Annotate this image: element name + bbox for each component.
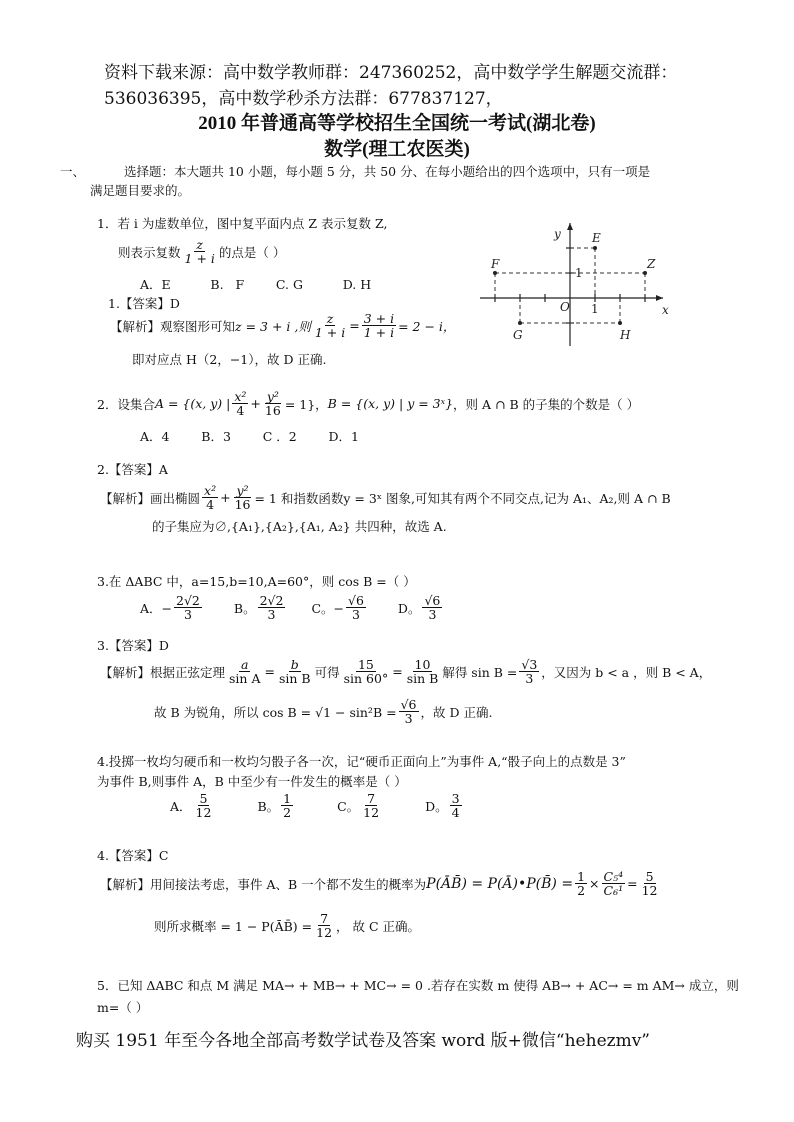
- q4-explanation: [100, 870, 662, 897]
- q2-f2-den: 16: [264, 403, 281, 419]
- q4-stem-1: 4.投掷一枚均匀硬币和一枚均匀骰子各一次，记“硬币正面向上”为事件 A,“骰子向上的点数是 3”: [97, 754, 626, 769]
- point-E: [593, 246, 597, 250]
- q3-f3-den: sin 60°: [343, 671, 389, 687]
- q3-opt-d-frac: [422, 594, 442, 621]
- q4-opt-c-frac: [361, 792, 381, 819]
- q1-explanation: [110, 312, 455, 339]
- q3-f6-num: √6: [400, 697, 417, 712]
- q3-f1: [227, 658, 262, 685]
- q3-exp-d: ，又因为 b < a ，则 B < A，: [541, 664, 712, 680]
- q1-exp-frac1: [313, 312, 347, 339]
- section-number: 一、: [60, 164, 86, 179]
- q2-ef1-num: x²: [204, 483, 217, 498]
- q3-c-num: √6: [348, 593, 364, 608]
- q3-answer: 3.【答案】D: [97, 638, 169, 653]
- q4-c-den: 12: [363, 805, 380, 821]
- q1-stem-2b: 的点是（ ）: [218, 244, 286, 260]
- q4-f2-num: C₅⁴: [603, 869, 624, 884]
- q4-b-den: 2: [283, 805, 292, 821]
- q3-a-den: 3: [183, 607, 192, 623]
- q1-stem-2a: 则表示复数: [118, 244, 181, 260]
- q4-exp2-a: 则所求概率 = 1 − P(ĀB̄) =: [154, 918, 313, 934]
- q4-f4: [314, 912, 334, 939]
- q2-exp-frac-x: [202, 484, 218, 511]
- q3-opt-c-frac: [346, 594, 366, 621]
- q2-set-a-end: = 1}，: [284, 396, 328, 412]
- q1-exp-frac2: [362, 312, 396, 339]
- q4-f1-den: 2: [577, 883, 586, 899]
- q1-answer: 1.【答案】D: [108, 296, 180, 311]
- q2-exp-plus: +: [220, 490, 231, 506]
- q2-ef1-den: 4: [206, 497, 215, 513]
- q4-opt-b-frac: [281, 792, 293, 819]
- q3-opt-c: C。−: [311, 600, 344, 616]
- q2-answer: 2.【答案】A: [97, 462, 168, 477]
- q2-exp-a: 【解析】画出椭圆: [100, 490, 201, 506]
- q2-set-b: B = {(x, y) | y = 3ˣ}: [327, 396, 454, 412]
- q2-frac-y: [263, 390, 283, 417]
- source-line-2: 536036395，高中数学秒杀方法群：677837127，: [104, 89, 503, 109]
- section-instructions-2: 满足题目要求的。: [90, 183, 191, 198]
- q3-exp-b: 可得: [314, 664, 340, 680]
- q3-f4-den: sin B: [406, 671, 439, 687]
- footer-ad: 购买 1951 年至今各地全部高考数学试卷及答案 word 版+微信“hehezmv”: [76, 1031, 650, 1051]
- complex-plane-figure: [478, 218, 680, 348]
- q4-b-num: 1: [283, 791, 292, 806]
- q2-ef2-den: 16: [234, 497, 251, 513]
- q3-f1-num: a: [241, 657, 249, 672]
- q1-exp-f1-num: z: [326, 311, 334, 326]
- q3-explanation: [100, 658, 711, 685]
- q4-f1: [575, 870, 587, 897]
- q1-exp-b: z = 3 + i ,则: [235, 318, 311, 334]
- q1-exp-f2-num: 3 + i: [363, 311, 395, 326]
- q3-b-den: 3: [267, 607, 276, 623]
- q4-eq: =: [627, 876, 638, 892]
- q3-opt-b-frac: [258, 594, 286, 621]
- q1-exp-a: 【解析】观察图形可知: [110, 318, 236, 334]
- q2-plus: +: [250, 396, 261, 412]
- q3-opt-b: B。: [233, 600, 256, 616]
- label-Z: Z: [647, 257, 656, 271]
- q2-exp-c: y = 3ˣ 图象,可知其有两个不同交点,记为 A₁、A₂,则 A ∩ B: [343, 490, 671, 506]
- y-axis-label: y: [554, 227, 561, 241]
- q3-f3-num: 15: [357, 657, 374, 672]
- q2-explanation-2: 的子集应为∅,{A₁},{A₂},{A₁, A₂} 共四种，故选 A.: [152, 519, 447, 534]
- q4-c-num: 7: [367, 791, 376, 806]
- q3-opt-a: A．−: [140, 600, 173, 616]
- point-G: [518, 321, 522, 325]
- q4-options: [170, 792, 464, 819]
- point-Z: [643, 271, 647, 275]
- q3-a-num: 2√2: [176, 593, 200, 608]
- q3-f2: [277, 658, 313, 685]
- q3-b-num: 2√2: [259, 593, 284, 608]
- x-axis-arrow: [656, 295, 663, 301]
- q3-exp2-a: 故 B 为锐角，所以 cos B = √1 − sin²B =: [154, 704, 397, 720]
- q4-exp-a: 【解析】用间接法考虑，事件 A、B 一个都不发生的概率为: [100, 876, 427, 892]
- q3-f5: [519, 658, 539, 685]
- label-E: E: [592, 231, 601, 245]
- q4-f3-num: 5: [645, 869, 654, 884]
- q2-stem: [97, 390, 639, 417]
- section-instructions-1: 选择题：本大题共 10 小题，每小题 5 分，共 50 分、在每小题给出的四个选项中，只有一项是: [124, 164, 651, 179]
- q1-options: A．E B. F C. G D. H: [140, 277, 372, 292]
- q4-f4-den: 12: [316, 925, 333, 941]
- q3-f6: [399, 698, 419, 725]
- label-F: F: [491, 257, 500, 271]
- q3-f5-num: √3: [521, 657, 538, 672]
- tick-one-x: 1: [591, 302, 599, 316]
- source-line-1: 资料下载来源：高中数学教师群：247360252，高中数学学生解题交流群：: [104, 63, 678, 83]
- q3-f2-den: sin B: [278, 671, 311, 687]
- q1-stem-1: 1．若 i 为虚数单位，图中复平面内点 Z 表示复数 Z,: [97, 216, 388, 231]
- q3-f3: [342, 658, 391, 685]
- y-axis-arrow: [567, 223, 573, 230]
- q4-f3: [640, 870, 660, 897]
- q2-explanation: [100, 484, 671, 511]
- q3-f5-den: 3: [525, 671, 534, 687]
- q2-options: A．4 B．3 C ．2 D．1: [140, 429, 359, 444]
- q3-opt-a-frac: [174, 594, 202, 621]
- q1-stem-2: [118, 238, 285, 265]
- q3-eq2: =: [392, 664, 403, 680]
- origin-label: O: [560, 300, 570, 314]
- q1-fraction: [183, 238, 217, 265]
- q4-f4-num: 7: [320, 911, 329, 926]
- q3-exp2-b: ，故 D 正确.: [420, 704, 493, 720]
- q2-exp-b: = 1 和指数函数: [254, 490, 344, 506]
- q4-opt-c: C。: [337, 798, 360, 814]
- q1-explanation-2: 即对应点 H（2，−1），故 D 正确.: [132, 352, 327, 367]
- q4-times: ×: [589, 876, 600, 892]
- q1-frac-num: z: [196, 237, 203, 252]
- q3-opt-d: D。: [397, 600, 421, 616]
- q4-opt-d: D。: [425, 798, 448, 814]
- label-H: H: [620, 328, 631, 342]
- q2-stem-b: ，则 A ∩ B 的子集的个数是（ ）: [453, 396, 640, 412]
- q4-d-num: 3: [451, 791, 460, 806]
- q2-exp-frac-y: [233, 484, 253, 511]
- q5-stem-1: 5．已知 ΔABC 和点 M 满足 MA→ + MB→ + MC→ = 0 .若存在实数 m 使得 AB→ + AC→ = m AM→ 成立，则: [97, 978, 739, 993]
- q3-d-num: √6: [424, 593, 441, 608]
- point-F: [493, 271, 497, 275]
- q1-exp-f1-den: 1 + i: [314, 325, 346, 341]
- x-axis-label: x: [662, 303, 669, 317]
- exam-title: 2010 年普通高等学校招生全国统一考试(湖北卷): [198, 113, 596, 134]
- point-H: [618, 321, 622, 325]
- q2-f1-num: x²: [234, 389, 247, 404]
- q4-opt-a: A．: [170, 798, 192, 814]
- q4-answer: 4.【答案】C: [97, 848, 169, 863]
- exam-subtitle: 数学(理工农医类): [324, 139, 470, 160]
- q3-explanation-2: [154, 698, 492, 725]
- q3-c-den: 3: [351, 607, 360, 623]
- q4-exp2-b: ， 故 C 正确。: [336, 918, 421, 934]
- q2-stem-a: 2．设集合: [97, 396, 155, 412]
- q4-explanation-2: [154, 912, 420, 939]
- q1-exp-c: = 2 − i，: [398, 318, 456, 334]
- q4-opt-b: B。: [257, 798, 280, 814]
- q4-a-num: 5: [199, 791, 208, 806]
- q1-exp-f2-den: 1 + i: [363, 325, 395, 341]
- q3-d-den: 3: [428, 607, 437, 623]
- q4-d-den: 4: [451, 805, 460, 821]
- q2-f1-den: 4: [236, 403, 245, 419]
- q2-set-a: A = {(x, y) |: [154, 396, 231, 412]
- q2-ef2-num: y²: [236, 483, 249, 498]
- q3-options: [140, 594, 444, 621]
- q3-f4-num: 10: [414, 657, 431, 672]
- q3-f1-den: sin A: [229, 671, 261, 687]
- q3-f4: [405, 658, 441, 685]
- q4-exp-b: P(ĀB̄) = P(Ā)•P(B̄) =: [426, 875, 574, 892]
- q1-exp-eq: =: [349, 318, 360, 334]
- q4-f2-den: C₆¹: [603, 883, 624, 899]
- q1-frac-den: 1 + i: [184, 251, 215, 267]
- q4-f3-den: 12: [641, 883, 658, 899]
- tick-one-y: 1: [575, 266, 583, 280]
- q5-stem-2: m=（ ）: [97, 1000, 149, 1015]
- q3-f6-den: 3: [404, 711, 413, 727]
- q4-a-den: 12: [195, 805, 212, 821]
- q2-f2-num: y²: [266, 389, 279, 404]
- q4-opt-a-frac: [194, 792, 214, 819]
- q4-f2: [602, 870, 626, 897]
- q3-exp-a: 【解析】根据正弦定理: [100, 664, 226, 680]
- label-G: G: [513, 328, 523, 342]
- q4-f1-num: 1: [577, 869, 586, 884]
- q3-eq1: =: [264, 664, 275, 680]
- q4-opt-d-frac: [450, 792, 462, 819]
- q4-stem-2: 为事件 B,则事件 A，B 中至少有一件发生的概率是（ ）: [97, 774, 407, 789]
- q3-f2-num: b: [290, 657, 299, 672]
- q3-exp-c: 解得 sin B =: [442, 664, 518, 680]
- q2-frac-x: [232, 390, 248, 417]
- q3-stem: 3.在 ΔABC 中，a=15,b=10,A=60°，则 cos B =（ ）: [97, 574, 416, 589]
